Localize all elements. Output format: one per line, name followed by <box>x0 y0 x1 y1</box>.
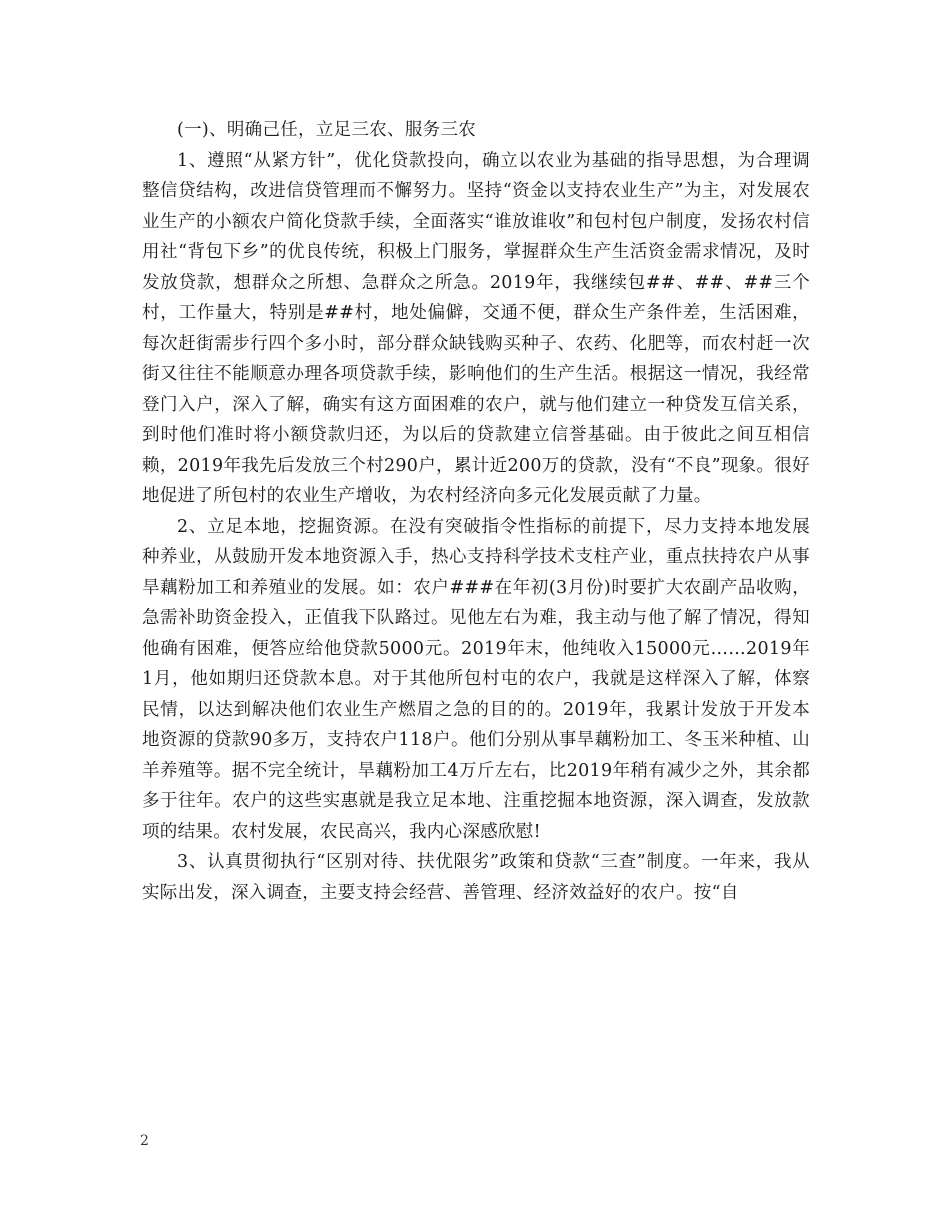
document-body <box>142 115 810 908</box>
paragraph-1: 1、遵照“从紧方针”，优化贷款投向，确立以农业为基础的指导思想，为合理调整信贷结构，改进信贷管理而不懈努力。坚持“资金以支持农业生产”为主，对发展农业生产的小额农户简化贷款手续，全面落实“谁放谁收”和包村包户制度，发扬农村信用社“背包下乡”的优良传统，积极上门服务，掌握群众生产生活资金需求情况，及时发放贷款，想群众之所想、急群众之所急。2019年，我继续包##、##、##三个村，工作量大，特别是##村，地处偏僻，交通不便，群众生产条件差，生活困难，每次赶街需步行四个多小时，部分群众缺钱购买种子、农药、化肥等，而农村赶一次街又往往不能顺意办理各项贷款手续，影响他们的生产生活。根据这一情况，我经常登门入户，深入了解，确实有这方面困难的农户，就与他们建立一种贷发互信关系，到时他们准时将小额贷款归还，为以后的贷款建立信誉基础。由于彼此之间互相信赖，2019年我先后发放三个村290户，累计近200万的贷款，没有“不良”现象。很好地促进了所包村的农业生产增收，为农村经济向多元化发展贡献了力量。 <box>142 150 810 506</box>
paragraph-2: 2、立足本地，挖掘资源。在没有突破指令性指标的前提下，尽力支持本地发展种养业，从鼓励开发本地资源入手，热心支持科学技术支柱产业，重点扶持农户从事旱藕粉加工和养殖业的发展。如：农户###在年初(3月份)时要扩大农副产品收购，急需补助资金投入，正值我下队路过。见他左右为难，我主动与他了解了情况，得知他确有困难，便答应给他贷款5000元。2019年末，他纯收入15000元……2019年1月，他如期归还贷款本息。对于其他所包村屯的农户，我就是这样深入了解，体察民情，以达到解决他们农业生产燃眉之急的目的的。2019年，我累计发放于开发本地资源的贷款90多万，支持农户118户。他们分别从事旱藕粉加工、冬玉米种植、山羊养殖等。据不完全统计，旱藕粉加工4万斤左右，比2019年稍有减少之外，其余都多于往年。农户的这些实惠就是我立足本地、注重挖掘本地资源，深入调查，发放款项的结果。农村发展，农民高兴，我内心深感欣慰! <box>142 516 810 842</box>
paragraph-3: 3、认真贯彻执行“区别对待、扶优限劣”政策和贷款“三查”制度。一年来，我从实际出发，深入调查，主要支持会经营、善管理、经济效益好的农户。按“自 <box>142 852 810 903</box>
page-number: 2 <box>140 1133 149 1149</box>
section-heading: (一)、明确己任，立足三农、服务三农 <box>177 120 477 140</box>
